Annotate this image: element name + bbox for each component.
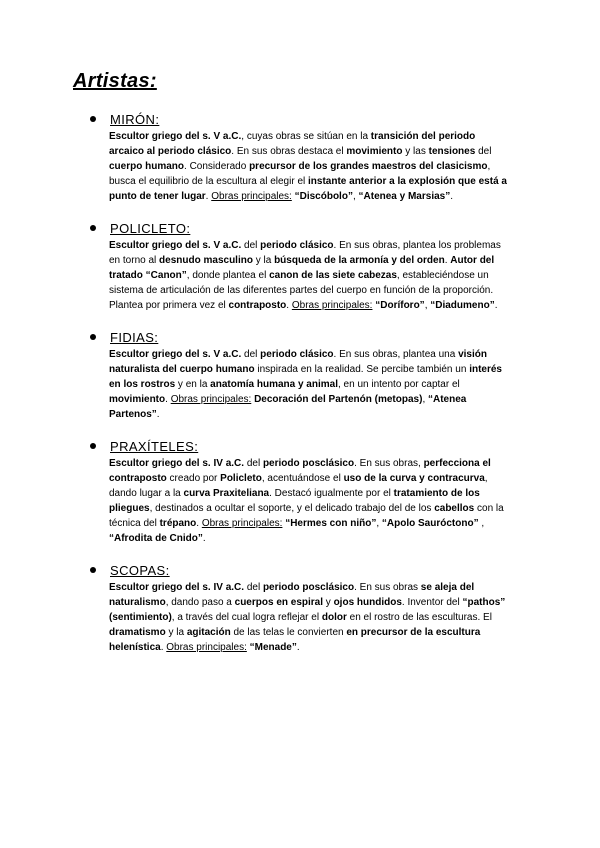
- bullet-icon: [90, 567, 96, 573]
- bold-text: se aleja del naturalismo: [109, 582, 475, 608]
- text-run: .: [494, 300, 498, 311]
- bold-text: “Afrodita de Cnido”: [109, 533, 203, 544]
- bold-text: contraposto: [228, 300, 287, 311]
- underlined-label: Obras principales:: [291, 300, 373, 311]
- text-run: y la: [165, 627, 187, 638]
- bold-text: periodo posclásico: [262, 582, 355, 593]
- text-run: del: [244, 458, 263, 469]
- bold-text: transición del periodo arcaico al periodo clásico: [109, 131, 476, 157]
- text-run: ,: [376, 518, 382, 529]
- text-run: y: [323, 597, 334, 608]
- artist-description: [109, 580, 510, 655]
- bold-text: uso de la curva y contracurva: [343, 473, 485, 484]
- bold-text: cuerpos en espiral: [234, 597, 324, 608]
- bold-text: Escultor griego del s. V a.C.: [109, 131, 242, 142]
- text-run: .: [450, 191, 454, 202]
- text-run: .: [296, 642, 300, 653]
- bold-text: tratamiento de los pliegues: [109, 488, 480, 514]
- bold-text: Escultor griego del s. IV a.C.: [109, 582, 245, 593]
- text-run: del: [241, 349, 261, 360]
- underlined-label: Obras principales:: [201, 518, 283, 529]
- text-run: , donde plantea el: [186, 270, 270, 281]
- bold-text: movimiento: [346, 146, 403, 157]
- artist-entry: [90, 221, 510, 313]
- text-run: del: [244, 582, 263, 593]
- artist-entry: [90, 563, 510, 655]
- artist-description: [109, 456, 510, 546]
- bold-text: “Doríforo”: [375, 300, 425, 311]
- text-run: y en la: [175, 379, 211, 390]
- text-run: creado por: [166, 473, 221, 484]
- artist-name: PRAXÍTELES:: [110, 439, 199, 454]
- bold-text: curva Praxiteliana: [183, 488, 270, 499]
- bold-text: “Hermes con niño”: [285, 518, 377, 529]
- bullet-icon: [90, 443, 96, 449]
- artist-name: MIRÓN:: [110, 112, 160, 127]
- text-run: .: [196, 518, 202, 529]
- text-run: , destinados a ocultar el soporte, y el delicado trabajo del de los: [149, 503, 435, 514]
- bold-text: precursor de los grandes maestros del clasicismo: [249, 161, 488, 172]
- text-run: ,: [352, 191, 359, 202]
- bold-text: “pathos” (sentimiento): [109, 597, 506, 623]
- text-run: . Destacó igualmente por el: [269, 488, 394, 499]
- bold-text: visión naturalista del cuerpo humano: [109, 349, 487, 375]
- text-run: .: [202, 533, 206, 544]
- text-run: .: [156, 409, 160, 420]
- bold-text: Escultor griego del s. V a.C.: [109, 349, 242, 360]
- bold-text: tensiones: [428, 146, 476, 157]
- bullet-icon: [90, 225, 96, 231]
- bold-text: en precursor de la escultura helenística: [109, 627, 481, 653]
- bold-text: ojos hundidos: [333, 597, 402, 608]
- text-run: . En sus obras, plantea una: [333, 349, 459, 360]
- text-run: inspirada en la realidad. Se percibe también un: [254, 364, 470, 375]
- text-run: .: [286, 300, 292, 311]
- bold-text: desnudo masculino: [159, 255, 253, 266]
- bold-text: trépano: [159, 518, 197, 529]
- underlined-label: Obras principales:: [211, 191, 292, 202]
- text-run: ,: [478, 518, 485, 529]
- bold-text: periodo posclásico: [262, 458, 355, 469]
- page-title: Artistas:: [73, 70, 157, 92]
- underlined-label: Obras principales:: [170, 394, 252, 405]
- artist-name: POLICLETO:: [110, 221, 191, 236]
- text-run: .: [165, 394, 171, 405]
- text-run: .: [160, 642, 167, 653]
- artist-entry: [90, 330, 510, 422]
- bold-text: instante anterior a la explosión que está a punto de tener lugar: [109, 176, 507, 202]
- bold-text: Escultor griego del s. IV a.C.: [109, 458, 245, 469]
- text-run: . Inventor del: [401, 597, 463, 608]
- text-run: , busca el equilibrio de la escultura al elegir el: [109, 161, 491, 187]
- text-run: , dando paso a: [165, 597, 235, 608]
- bullet-icon: [90, 334, 96, 340]
- text-run: . Considerado: [184, 161, 250, 172]
- bold-text: cuerpo humano: [109, 161, 185, 172]
- artist-entry: [90, 112, 510, 204]
- bold-text: búsqueda de la armonía y del orden: [274, 255, 445, 266]
- bold-text: agitación: [186, 627, 231, 638]
- bold-text: canon de las siete cabezas: [269, 270, 397, 281]
- text-run: . En sus obras destaca el: [231, 146, 347, 157]
- bold-text: “Discóbolo”: [294, 191, 353, 202]
- bold-text: Autor del tratado “Canon”: [109, 255, 495, 281]
- text-run: , estableciéndose un sistema de articulación de las diferentes partes del cuerpo en función de la proporción. Plantea por primera vez el: [109, 270, 494, 311]
- artist-name: FIDIAS:: [110, 330, 159, 345]
- artist-list: [90, 112, 510, 672]
- bold-text: “Menade”: [249, 642, 297, 653]
- bold-text: “Apolo Sauróctono”: [381, 518, 479, 529]
- text-run: con la técnica del: [109, 503, 504, 529]
- text-run: en el rostro de las esculturas. El: [346, 612, 492, 623]
- text-run: .: [444, 255, 451, 266]
- bold-text: interés en los rostros: [109, 364, 502, 390]
- text-run: . En sus obras: [354, 582, 421, 593]
- text-run: . En sus obras,: [354, 458, 424, 469]
- bold-text: “Atenea y Marsias”: [358, 191, 451, 202]
- text-run: , a través del cual logra reflejar el: [171, 612, 322, 623]
- bold-text: perfecciona el contraposto: [109, 458, 491, 484]
- artist-name: SCOPAS:: [110, 563, 170, 578]
- text-run: , acentuándose el: [261, 473, 344, 484]
- artist-description: [109, 238, 510, 313]
- bold-text: dramatismo: [109, 627, 166, 638]
- text-run: , cuyas obras se sitúan en la: [241, 131, 371, 142]
- text-run: , en un intento por captar el: [338, 379, 460, 390]
- bold-text: anatomía humana y animal: [210, 379, 338, 390]
- bold-text: periodo clásico: [260, 240, 334, 251]
- text-run: del: [475, 146, 492, 157]
- underlined-label: Obras principales:: [166, 642, 247, 653]
- bold-text: Escultor griego del s. V a.C.: [109, 240, 242, 251]
- bold-text: movimiento: [109, 394, 166, 405]
- bold-text: Policleto: [220, 473, 262, 484]
- bold-text: “Diadumeno”: [430, 300, 495, 311]
- text-run: y la: [252, 255, 275, 266]
- text-run: ,: [424, 300, 431, 311]
- text-run: .: [205, 191, 212, 202]
- bullet-icon: [90, 116, 96, 122]
- text-run: ,: [422, 394, 428, 405]
- artist-entry: [90, 439, 510, 546]
- bold-text: “Atenea Partenos”: [109, 394, 467, 420]
- bold-text: Decoración del Partenón (metopas): [254, 394, 423, 405]
- text-run: y las: [402, 146, 429, 157]
- bold-text: cabellos: [434, 503, 475, 514]
- text-run: de las telas le convierten: [230, 627, 347, 638]
- text-run: . En sus obras, plantea los problemas en torno al: [109, 240, 501, 266]
- bold-text: periodo clásico: [260, 349, 334, 360]
- artist-description: [109, 129, 510, 204]
- bold-text: dolor: [321, 612, 347, 623]
- artist-description: [109, 347, 510, 422]
- text-run: del: [241, 240, 261, 251]
- text-run: , dando lugar a la: [109, 473, 488, 499]
